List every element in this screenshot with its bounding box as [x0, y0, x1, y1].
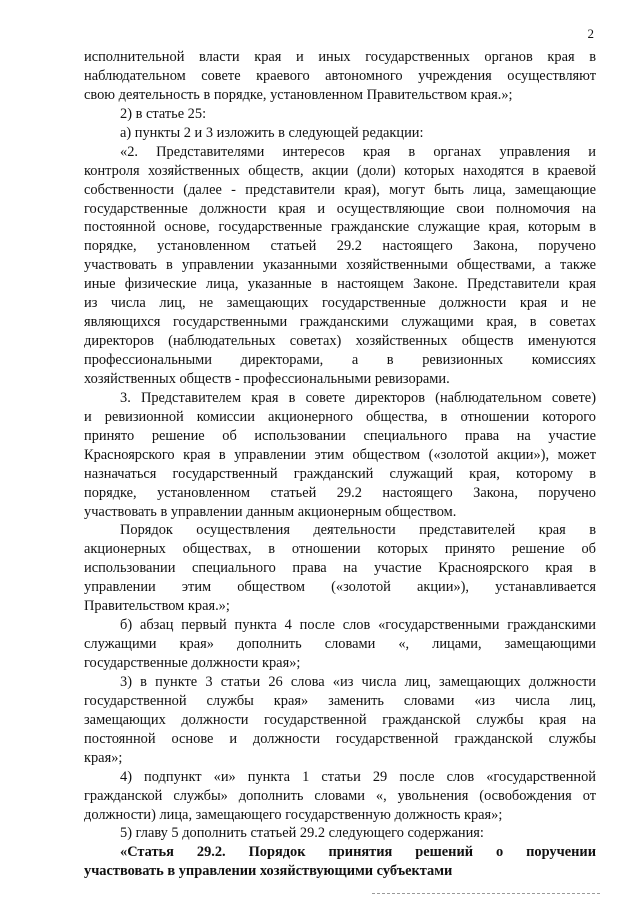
text-line: и ревизионной комиссии акционерного общества, в отношении которого: [84, 408, 596, 425]
text-line: являющихся государственными гражданскими служащими края, в советах: [84, 314, 596, 331]
text-line: «2. Представителями интересов края в органах управления и: [120, 143, 596, 160]
text-line: хозяйственных обществ - профессиональными ревизорами.: [84, 370, 450, 387]
text-line: свою деятельность в порядке, установленном Правительством края.»;: [84, 86, 513, 103]
text-line: профессиональными директорами, а в ревизионных комиссиях: [84, 352, 596, 368]
text-line: 4) подпункт «и» пункта 1 статьи 29 после слов «государственной: [120, 768, 596, 785]
article-heading-line: участвовать в управлении хозяйствующими субъектами: [84, 863, 453, 880]
text-line: 3. Представителем края в совете директоров (наблюдательном совете): [120, 389, 596, 406]
text-line: исполнительной власти края и иных государственных органов края в: [84, 49, 596, 65]
text-line: Красноярского края в управлении этим обществом («золотой акции»), может: [84, 446, 596, 463]
text-line: Порядок осуществления деятельности представителей края в: [120, 522, 596, 539]
text-line: государственной службы края» заменить словами «из числа лиц,: [84, 692, 596, 709]
text-line: Правительством края.»;: [84, 598, 230, 615]
text-line: б) абзац первый пункта 4 после слов «государственными гражданскими: [120, 617, 596, 634]
text-line: порядке, установленном статьей 29.2 настоящего Закона, поручено: [84, 238, 596, 255]
article-heading-line: «Статья 29.2. Порядок принятия решений о поручении: [120, 844, 596, 861]
text-line: постоянной основе и должности государственной гражданской службы: [84, 730, 596, 747]
text-line: из числа лиц, не замещающих государственные должности края и не: [84, 295, 596, 312]
text-line: наблюдательном совете краевого автономного учреждения осуществляют: [84, 67, 596, 84]
text-line: использовании специального права на участие Красноярского края в: [84, 560, 596, 577]
text-line: 2) в статье 25:: [120, 105, 207, 122]
text-line: принято решение об использовании специального права на участие: [84, 427, 596, 444]
text-line: гражданской службы» дополнить словами «, увольнения (освобождения от: [84, 787, 596, 804]
text-line: контроля хозяйственных обществ, акции (доли) которых находятся в краевой: [84, 162, 596, 179]
text-line: участвовать в управлении указанными хозяйственными обществами, а также: [84, 257, 596, 274]
text-line: должности) лица, замещающего государственную должность края»;: [84, 806, 503, 823]
text-line: служащими края» дополнить словами «, лицами, замещающими: [84, 636, 596, 653]
text-line: государственные должности края и осуществляющие свои полномочия на: [84, 200, 596, 217]
text-line: а) пункты 2 и 3 изложить в следующей редакции:: [120, 124, 424, 141]
text-line: края»;: [84, 749, 123, 766]
text-line: постоянной основе, государственные гражданские служащие края, которым в: [84, 219, 596, 236]
text-line: участвовать в управлении данным акционерным обществом.: [84, 503, 457, 520]
text-line: управлении этим обществом («золотой акции»), устанавливается: [84, 579, 596, 596]
text-line: иные физические лица, указанные в настоящем Законе. Представители края: [84, 276, 596, 293]
document-body: [84, 48, 596, 881]
text-line: замещающих должности государственной гражданской службы края на: [84, 711, 596, 728]
text-line: акционерных обществах, в отношении которых принято решение об: [84, 541, 596, 558]
text-line: 3) в пункте 3 статьи 26 слова «из числа лиц, замещающих должности: [120, 673, 596, 690]
text-line: директоров (наблюдательных советах) хозяйственных обществ именуются: [84, 333, 596, 350]
text-line: назначаться государственный гражданский служащий края, которому в: [84, 465, 596, 482]
text-line: 5) главу 5 дополнить статьей 29.2 следующего содержания:: [120, 825, 484, 842]
scan-artifact-line: [372, 893, 600, 894]
text-line: государственные должности края»;: [84, 655, 301, 671]
text-line: собственности (далее - представители края), могут быть лица, замещающие: [84, 181, 596, 198]
text-line: порядке, установленном статьей 29.2 настоящего Закона, поручено: [84, 484, 596, 501]
page-number: 2: [587, 26, 594, 41]
